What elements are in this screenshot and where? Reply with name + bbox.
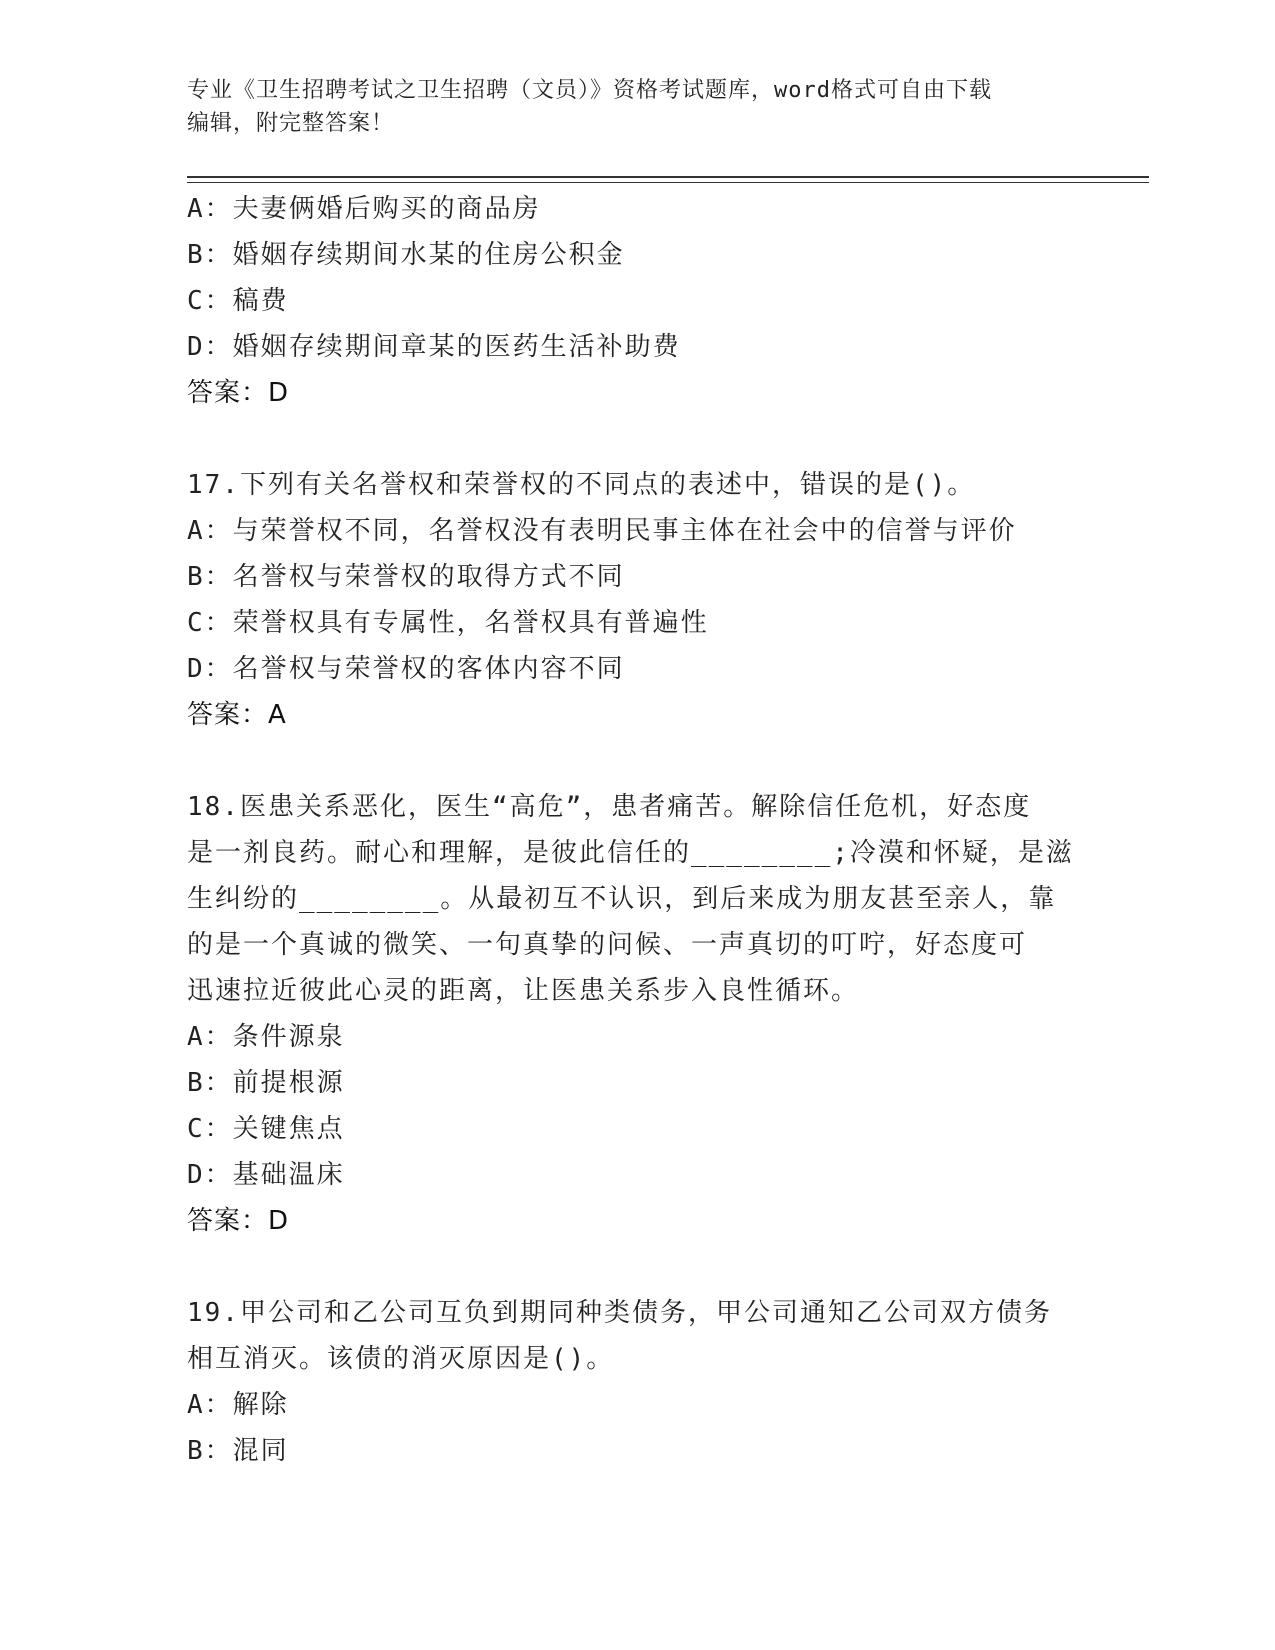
- header-line-2: 编辑，附完整答案！: [187, 111, 395, 136]
- spacer: [187, 1244, 1087, 1290]
- spacer: [187, 416, 1087, 462]
- question-stem-line-1: 18.医患关系恶化，医生“高危”，患者痛苦。解除信任危机，好态度: [187, 792, 1032, 822]
- option-d: D：基础温床: [187, 1160, 345, 1190]
- option-a: A：解除: [187, 1390, 289, 1420]
- answer-line: 答案：D: [187, 378, 290, 408]
- option-a: A：条件源泉: [187, 1022, 345, 1052]
- option-c: C：荣誉权具有专属性，名誉权具有普遍性: [187, 608, 709, 638]
- header-divider-thick: [187, 176, 1149, 178]
- answer-line: 答案：D: [187, 1206, 290, 1236]
- question-stem-line-1: 19.甲公司和乙公司互负到期同种类债务，甲公司通知乙公司双方债务: [187, 1298, 1052, 1328]
- option-c: C：关键焦点: [187, 1114, 345, 1144]
- header-line-1: 专业《卫生招聘考试之卫生招聘（文员）》资格考试题库，word格式可自由下载: [187, 78, 992, 103]
- option-b: B：婚姻存续期间水某的住房公积金: [187, 240, 625, 270]
- question-stem-line-3: 生纠纷的________。从最初互不认识，到后来成为朋友甚至亲人，靠: [187, 884, 1057, 914]
- question-stem-line-5: 迅速拉近彼此心灵的距离，让医患关系步入良性循环。: [187, 976, 860, 1006]
- document-header: [187, 74, 1087, 140]
- option-d: D：婚姻存续期间章某的医药生活补助费: [187, 332, 681, 362]
- option-c: C：稿费: [187, 286, 289, 316]
- spacer: [187, 738, 1087, 784]
- option-b: B：名誉权与荣誉权的取得方式不同: [187, 562, 625, 592]
- question-stem-line-2: 相互消灭。该债的消灭原因是()。: [187, 1344, 615, 1374]
- question-19: [187, 1290, 1087, 1474]
- question-list: [187, 186, 1087, 1474]
- question-stem-line-4: 的是一个真诚的微笑、一句真挚的问候、一声真切的叮咛，好态度可: [187, 930, 1028, 960]
- answer-line: 答案：A: [187, 700, 287, 730]
- question-stem-line-2: 是一剂良药。耐心和理解，是彼此信任的________;冷漠和怀疑，是滋: [187, 838, 1074, 868]
- question-18: [187, 784, 1087, 1244]
- option-b: B：前提根源: [187, 1068, 345, 1098]
- option-b: B：混同: [187, 1436, 289, 1466]
- option-a: A：与荣誉权不同，名誉权没有表明民事主体在社会中的信誉与评价: [187, 516, 1017, 546]
- question-16-continued: [187, 186, 1087, 416]
- question-17: [187, 462, 1087, 738]
- header-divider-thin: [187, 182, 1149, 183]
- option-a: A：夫妻俩婚后购买的商品房: [187, 194, 541, 224]
- option-d: D：名誉权与荣誉权的客体内容不同: [187, 654, 625, 684]
- question-stem: 17.下列有关名誉权和荣誉权的不同点的表述中，错误的是()。: [187, 470, 976, 500]
